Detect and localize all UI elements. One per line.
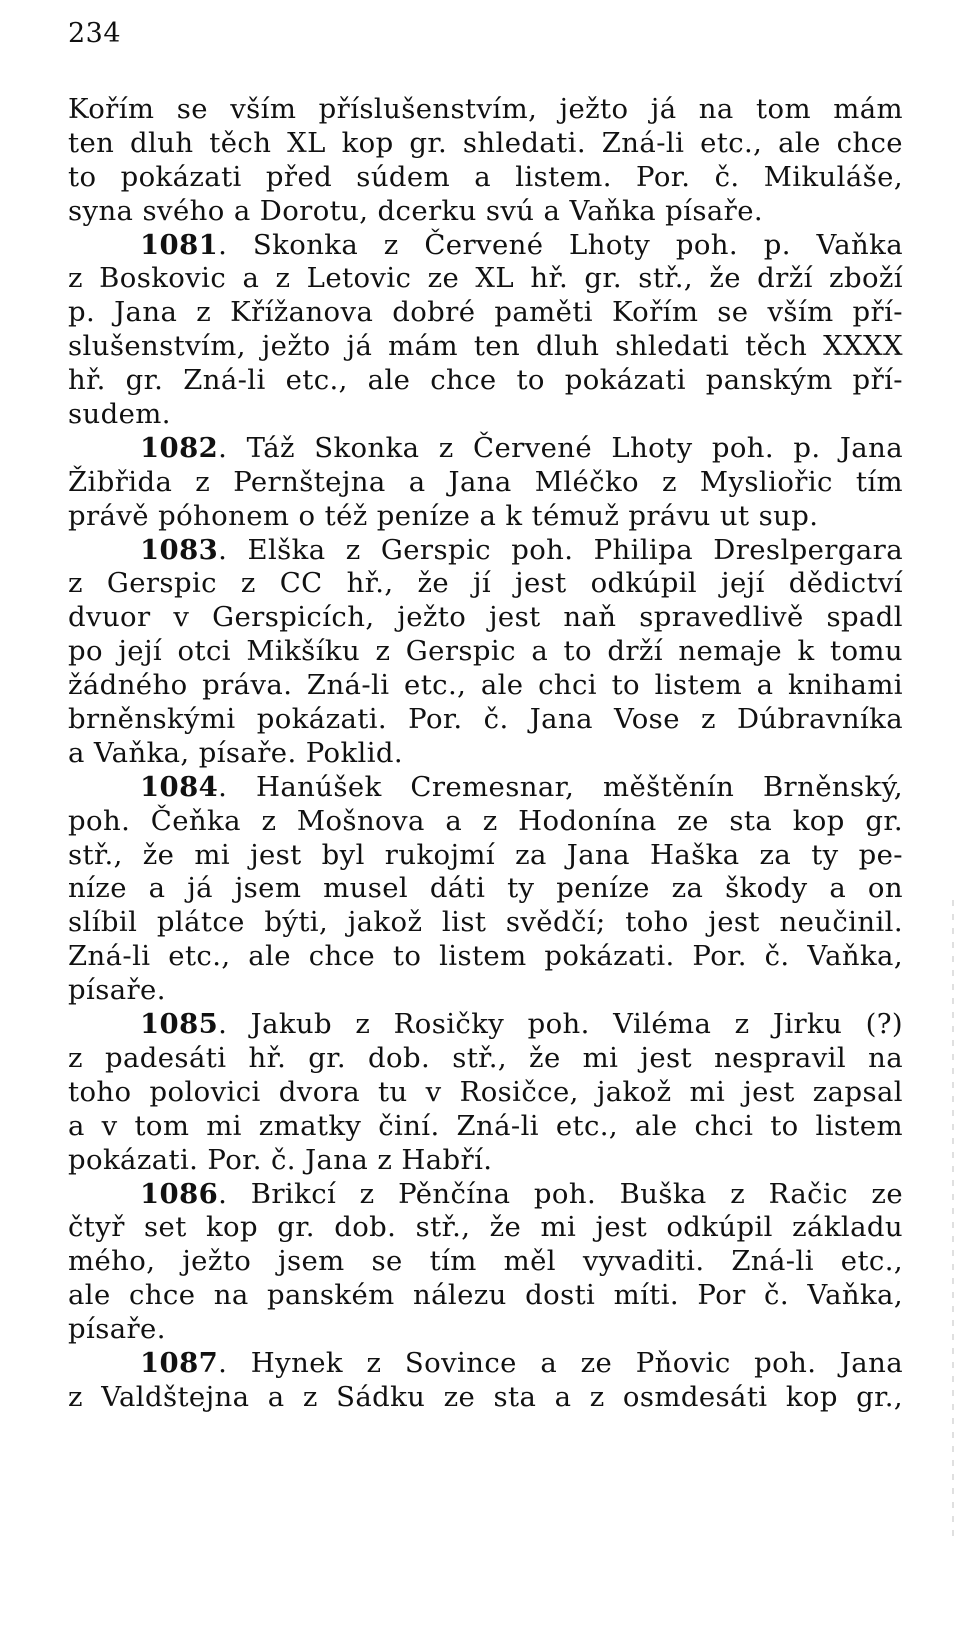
text-line: z Boskovic a z Letovic ze XL hř. gr. stř., že drží zboží <box>68 262 903 295</box>
text-line: a v tom mi zmatky činí. Zná-li etc., ale chci to listem <box>68 1109 903 1142</box>
text-line: písaře. <box>68 974 166 1007</box>
entry-heading-text: . Skonka z Červené Lhoty poh. p. Vaňka <box>218 228 903 261</box>
entry-heading-text: . Hynek z Sovince a ze Pňovic poh. Jana <box>218 1346 903 1379</box>
text-line: stř., že mi jest byl rukojmí za Jana Haška za ty pe- <box>68 838 903 871</box>
text-line: písaře. <box>68 1313 166 1346</box>
text-line: poh. Čeňka z Mošnova a z Hodonína ze sta kop gr. <box>68 804 903 837</box>
entry-heading-text: . Táž Skonka z Červené Lhoty poh. p. Jana <box>218 431 903 464</box>
entry-1086 <box>68 1178 903 1347</box>
text-line: Žibřida z Pernštejna a Jana Mléčko z Mysliořic tím <box>68 465 903 498</box>
page-body-text <box>68 93 903 1415</box>
entry-first-line <box>68 1178 903 1212</box>
entry-1081 <box>68 229 903 432</box>
entry-1084 <box>68 771 903 1008</box>
text-line: žádného práva. Zná-li etc., ale chci to listem a knihami <box>68 669 903 702</box>
entry-heading-text: . Brikcí z Pěnčína poh. Buška z Račic ze <box>218 1177 903 1210</box>
entry-first-line <box>68 229 903 263</box>
text-line: p. Jana z Křížanova dobré paměti Kořím se vším pří- <box>68 296 903 329</box>
entry-number: 1085 <box>140 1008 219 1041</box>
entry-1083 <box>68 534 903 771</box>
text-line: dvuor v Gerspicích, ježto jest naň spravedlivě spadl <box>68 601 903 634</box>
entry-number: 1084 <box>140 770 219 803</box>
entry-first-line <box>68 1347 903 1381</box>
text-line: Kořím se vším příslušenstvím, ježto já na tom mám <box>68 93 903 125</box>
entry-number: 1087 <box>140 1346 219 1379</box>
text-line: mého, ježto jsem se tím měl vyvaditi. Zná-li etc., <box>68 1245 903 1278</box>
intro-paragraph <box>68 93 903 229</box>
entry-number: 1083 <box>140 533 219 566</box>
entry-heading-text: . Jakub z Rosičky poh. Viléma z Jirku (?) <box>218 1008 903 1041</box>
page-number: 234 <box>68 18 122 49</box>
entry-first-line <box>68 1008 903 1042</box>
entry-1082 <box>68 432 903 534</box>
text-line: ale chce na panském nálezu dosti míti. Por č. Vaňka, <box>68 1279 903 1312</box>
entry-number: 1086 <box>140 1177 219 1210</box>
entry-1087 <box>68 1347 903 1415</box>
scan-edge-artifact <box>952 900 954 1540</box>
entry-heading-text: . Hanúšek Cremesnar, měštěnín Brněnský, <box>218 770 903 803</box>
text-line: z Valdštejna a z Sádku ze sta a z osmdesáti kop gr., <box>68 1380 903 1413</box>
entry-1085 <box>68 1008 903 1177</box>
text-line: hř. gr. Zná-li etc., ale chce to pokázati panským pří- <box>68 364 903 397</box>
text-line: Zná-li etc., ale chce to listem pokázati. Por. č. Vaňka, <box>68 940 903 973</box>
text-line: syna svého a Dorotu, dcerku svú a Vaňka písaře. <box>68 194 764 227</box>
entry-number: 1081 <box>140 228 219 261</box>
text-line: ten dluh těch XL kop gr. shledati. Zná-li etc., ale chce <box>68 126 903 159</box>
text-line: slíbil plátce býti, jakož list svědčí; toho jest neučinil. <box>68 906 903 939</box>
text-line: z padesáti hř. gr. dob. stř., že mi jest nespravil na <box>68 1041 903 1074</box>
text-line: sudem. <box>68 398 171 431</box>
text-line: slušenstvím, ježto já mám ten dluh shledati těch XXXX <box>68 330 903 363</box>
entry-number: 1082 <box>140 431 219 464</box>
text-line: toho polovici dvora tu v Rosičce, jakož mi jest zapsal <box>68 1075 903 1108</box>
text-line: brněnskými pokázati. Por. č. Jana Vose z Dúbravníka <box>68 703 903 736</box>
entry-first-line <box>68 534 903 568</box>
entry-first-line <box>68 771 903 805</box>
text-line: po její otci Mikšíku z Gerspic a to drží nemaje k tomu <box>68 635 903 668</box>
text-line: a Vaňka, písaře. Poklid. <box>68 736 404 769</box>
text-line: pokázati. Por. č. Jana z Habří. <box>68 1143 493 1176</box>
text-line: z Gerspic z CC hř., že jí jest odkúpil její dědictví <box>68 567 903 600</box>
text-line: níze a já jsem musel dáti ty peníze za škody a on <box>68 872 903 905</box>
text-line: čtyř set kop gr. dob. stř., že mi jest odkúpil základu <box>68 1211 903 1244</box>
entry-heading-text: . Elška z Gerspic poh. Philipa Dreslpergara <box>218 533 903 566</box>
text-line: to pokázati před súdem a listem. Por. č. Mikuláše, <box>68 160 903 193</box>
entry-first-line <box>68 432 903 466</box>
text-line: právě póhonem o též peníze a k témuž právu ut sup. <box>68 499 819 532</box>
